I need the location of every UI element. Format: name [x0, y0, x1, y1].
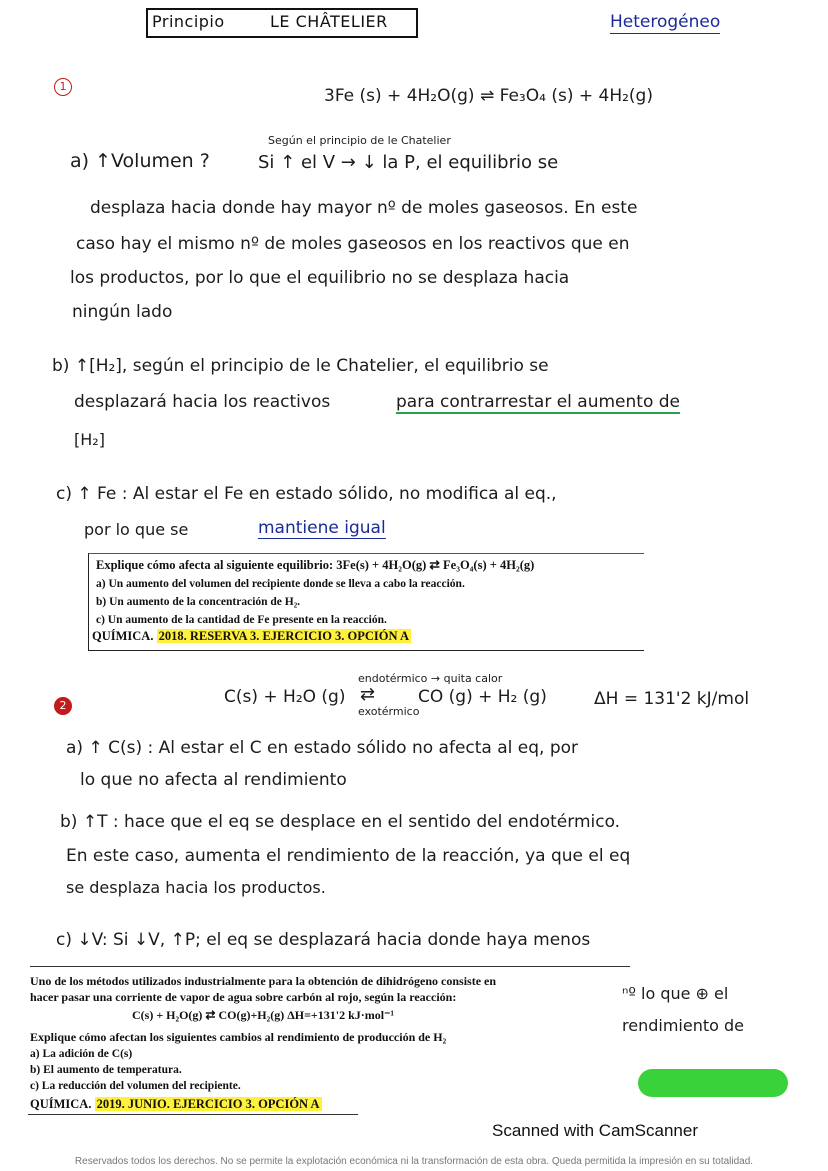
- box1-b: b) Un aumento de la concentración de H₂.: [96, 596, 301, 608]
- heterogeneo-label: Heterogéneo: [610, 12, 721, 32]
- redaction-mark: [638, 1069, 788, 1097]
- ex2-note-top: endotérmico → quita calor: [358, 672, 503, 685]
- box2-a: a) La adición de C(s): [30, 1048, 133, 1060]
- ex1-note: Según el principio de le Chatelier: [268, 134, 451, 147]
- ex2-c-cont2: rendimiento de: [622, 1016, 744, 1035]
- ex2-b-line1: b) ↑T : hace que el eq se desplace en el sentido del endotérmico.: [60, 812, 621, 832]
- ex2-a-line1: a) ↑ C(s) : Al estar el C en estado sólido no afecta al eq, por: [66, 738, 579, 758]
- box2-source: [30, 1097, 322, 1112]
- ex1-c-line2b: mantiene igual: [258, 518, 386, 538]
- box2-source-prefix: QUÍMICA.: [30, 1097, 92, 1111]
- box1-source-highlight: 2018. RESERVA 3. EJERCICIO 3. OPCIÓN A: [158, 629, 410, 643]
- ex2-b-line2: En este caso, aumenta el rendimiento de la reacción, ya que el eq: [66, 846, 631, 866]
- ex1-b-line1: b) ↑[H₂], según el principio de le Chatelier, el equilibrio se: [52, 356, 549, 376]
- ex1-a-line2: desplaza hacia donde hay mayor nº de moles gaseosos. En este: [90, 198, 638, 218]
- box2-c: c) La reducción del volumen del recipiente.: [30, 1080, 241, 1092]
- ex1-b-line2b-underlined: para contrarrestar el aumento de: [396, 392, 681, 412]
- ex1-equation: 3Fe (s) + 4H₂O(g) ⇌ Fe₃O₄ (s) + 4H₂(g): [324, 86, 653, 106]
- ex2-eq-right: CO (g) + H₂ (g): [418, 687, 547, 707]
- box2-line1: Uno de los métodos utilizados industrialmente para la obtención de dihidrógeno consiste en: [30, 974, 497, 988]
- ex1-a-line1: Si ↑ el V → ↓ la P, el equilibrio se: [258, 152, 559, 173]
- ex2-eq-arrows: ⇄: [360, 684, 374, 705]
- ex1-a-label: a) ↑Volumen ?: [70, 150, 210, 172]
- box1-source: [92, 629, 411, 644]
- copyright-footer: Reservados todos los derechos. No se permite la explotación económica ni la transformación de esta obra. Queda permitida la impresión en su totalidad.: [74, 1156, 754, 1167]
- ex1-c-line2a: por lo que se: [84, 520, 189, 539]
- ex2-c-cont1: ⁿº lo que ⊕ el: [622, 984, 729, 1003]
- ex2-b-line3: se desplaza hacia los productos.: [66, 878, 326, 897]
- ex2-eq-left: C(s) + H₂O (g): [224, 687, 346, 707]
- box2-b: b) El aumento de temperatura.: [30, 1064, 182, 1076]
- ex2-delta-h: ΔH = 131'2 kJ/mol: [594, 689, 750, 709]
- ex1-b-line2a: desplazará hacia los reactivos: [74, 392, 331, 412]
- box1-intro: Explique cómo afecta al siguiente equilibrio: 3Fe(s) + 4H₂O(g) ⇄ Fe₃O₄(s) + 4H₂(g): [96, 558, 535, 572]
- exercise-1-number: 1: [54, 78, 72, 96]
- ex2-note-bottom: exotérmico: [358, 705, 420, 718]
- box2-bottom-line: [28, 1114, 358, 1115]
- ex1-b-line3: [H₂]: [74, 430, 105, 449]
- ex2-c-line1: c) ↓V: Si ↓V, ↑P; el eq se desplazará hacia donde haya menos: [56, 930, 591, 950]
- box2-line3: Explique cómo afectan los siguientes cambios al rendimiento de producción de H₂: [30, 1030, 447, 1044]
- ex1-a-line5: ningún lado: [72, 302, 173, 322]
- box1-source-prefix: QUÍMICA.: [92, 629, 154, 643]
- ex1-a-line3: caso hay el mismo nº de moles gaseosos en los reactivos que en: [76, 234, 630, 254]
- ex2-a-line2: lo que no afecta al rendimiento: [80, 770, 347, 790]
- exercise-2-number: 2: [54, 697, 72, 715]
- box2-source-highlight: 2019. JUNIO. EJERCICIO 3. OPCIÓN A: [96, 1097, 320, 1111]
- box2-line2: hacer pasar una corriente de vapor de agua sobre carbón al rojo, según la reacción:: [30, 990, 457, 1004]
- box2-top-line: [30, 966, 630, 967]
- camscanner-watermark: Scanned with CamScanner: [492, 1121, 699, 1140]
- title-chatelier: LE CHÂTELIER: [270, 12, 388, 31]
- ex1-a-line4: los productos, por lo que el equilibrio no se desplaza hacia: [70, 268, 570, 288]
- ex1-c-line1: c) ↑ Fe : Al estar el Fe en estado sólido, no modifica al eq.,: [56, 484, 557, 504]
- box1-c: c) Un aumento de la cantidad de Fe presente en la reacción.: [96, 614, 387, 626]
- box1-a: a) Un aumento del volumen del recipiente donde se lleva a cabo la reacción.: [96, 578, 465, 590]
- box2-equation: C(s) + H₂O(g) ⇄ CO(g)+H₂(g) ΔH=+131'2 kJ·mol⁻¹: [132, 1008, 395, 1022]
- title-principio: Principio: [152, 12, 225, 31]
